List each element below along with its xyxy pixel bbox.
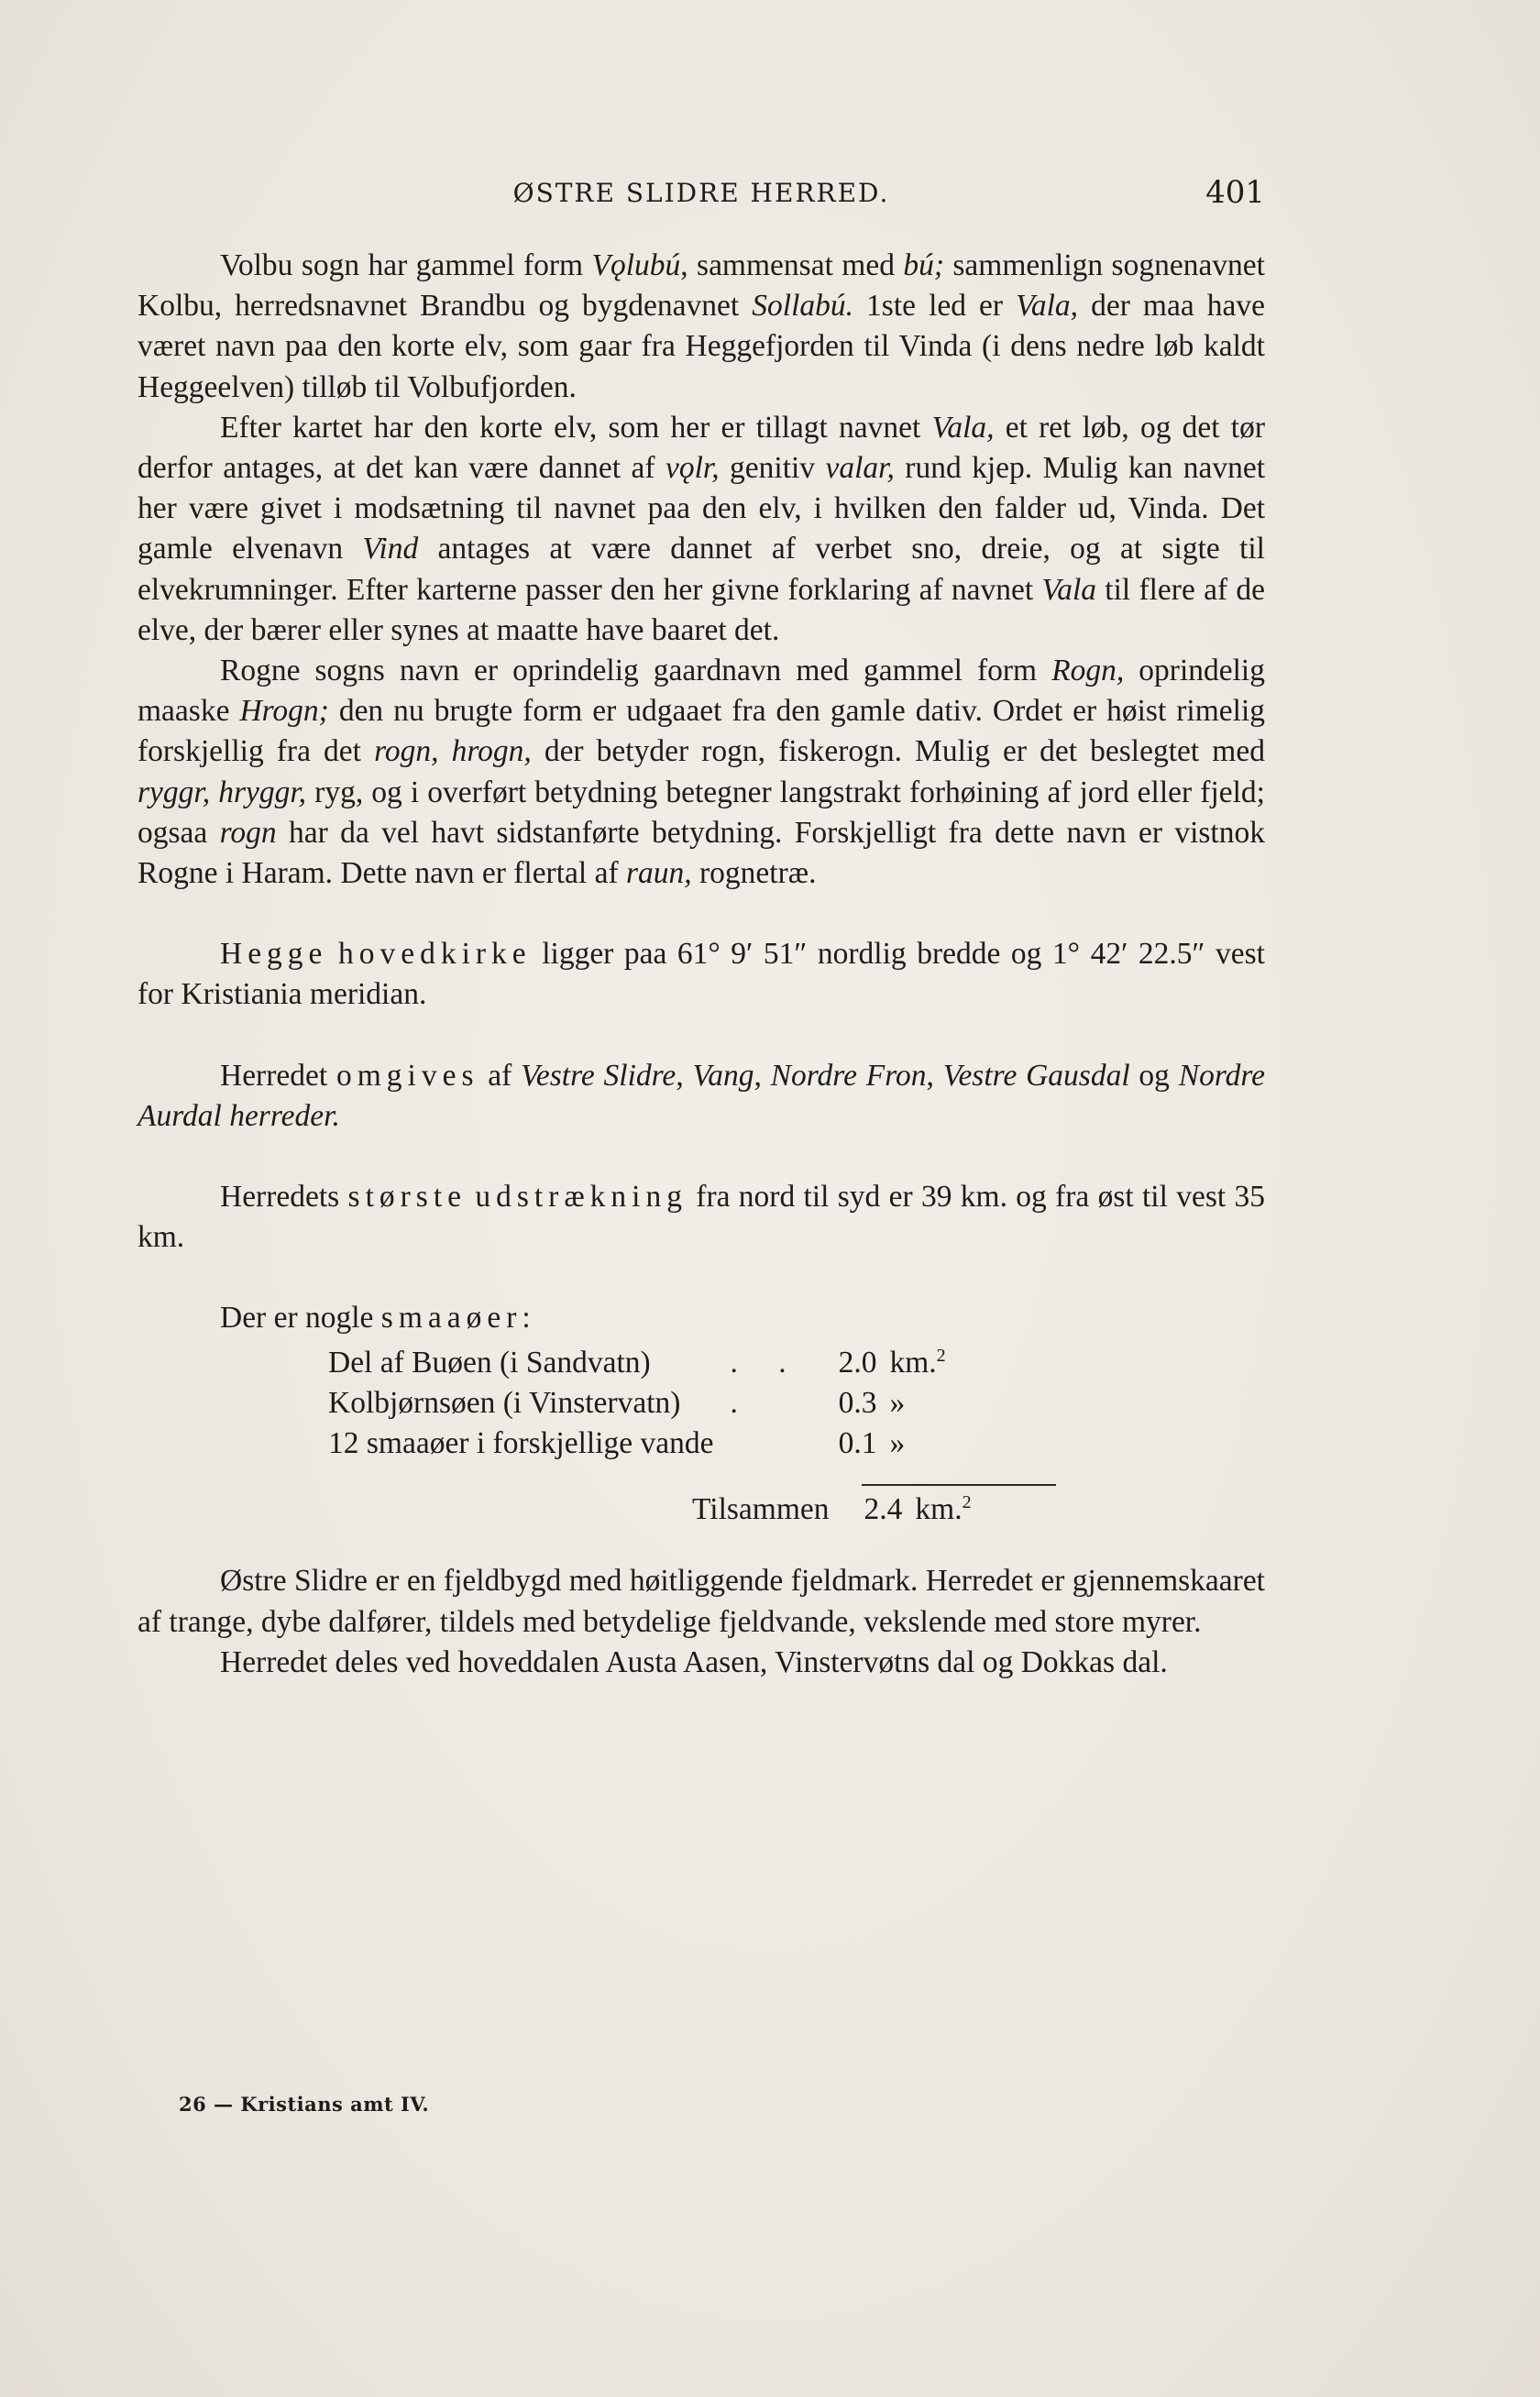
italic-run: Vǫlubú — [591, 248, 681, 282]
text-run: Efter kartet har den korte elv, som her er tillagt navnet — [220, 410, 932, 445]
italic-run: Hrogn; — [239, 694, 329, 729]
leader-dots — [730, 1343, 812, 1383]
spacer — [138, 1530, 1265, 1561]
text-run: antages at være dannet af verbet sno, dreie, og at sigte til elvekrumninger. Efter karterne passer den her givne forklaring af navnet — [138, 532, 1265, 607]
italic-run: Vala, — [1016, 289, 1079, 324]
area-unit — [876, 1343, 945, 1383]
area-unit-text: km. — [889, 1345, 937, 1380]
sum-rule — [862, 1484, 1056, 1486]
italic-run: Sollabú. — [752, 289, 854, 324]
spacer — [138, 894, 1265, 934]
lake-name — [328, 1383, 730, 1424]
lake-name-text: Del af Buøen (i Sandvatn) — [328, 1345, 651, 1380]
leader-dots-text: . — [730, 1385, 754, 1420]
paragraph-smaaoer-intro — [138, 1298, 1265, 1338]
area-value-text: 0.3 — [838, 1385, 877, 1420]
printer-signature: 26 — Kristians amt IV. — [179, 2093, 430, 2116]
body-text — [138, 246, 1265, 1683]
text-run — [467, 1180, 475, 1214]
spaced-run: omgives — [336, 1058, 479, 1093]
text-run: Østre Slidre er en fjeldbygd med høitliggende fjeldmark. Herredet er gjennemskaaret af trange, dybe dalfører, tildels med betydelige fjeldvande, vekslende med store myrer. — [138, 1564, 1265, 1639]
spaced-run: største — [347, 1180, 467, 1215]
running-header — [138, 174, 1265, 211]
text-run: ligger paa 61° 9′ 51″ nordlig bredde og 1° 42′ 22.5″ vest for Kristiania meridian. — [138, 937, 1265, 1012]
italic-run: Vind — [362, 532, 419, 566]
area-unit — [876, 1383, 945, 1424]
total-unit: km. — [915, 1492, 962, 1527]
text-run: sammenlign sognenavnet Kolbu, herredsnavnet Brandbu og bygdenavnet — [138, 248, 1265, 324]
spaced-run: smaaøer — [380, 1301, 522, 1336]
total-unit-sup: 2 — [962, 1492, 972, 1513]
leader-dots — [730, 1424, 812, 1464]
spacer — [138, 1137, 1265, 1177]
paragraph-vala — [138, 408, 1265, 651]
lake-name-text: 12 smaaøer i forskjellige vande — [328, 1426, 714, 1461]
total-value: 2.4 — [864, 1492, 903, 1527]
text-run: fra nord til syd er 39 km. og fra øst til vest 35 km. — [138, 1180, 1265, 1255]
text-run: rognetræ. — [691, 856, 817, 891]
total-label: Tilsammen — [692, 1492, 830, 1527]
text-run: ryg, og i overført betydning betegner langstrakt forhøining af jord eller fjeld; ogsaa — [138, 775, 1265, 850]
header-title: ØSTRE SLIDRE HERRED. — [512, 178, 890, 208]
text-run: Der er nogle — [220, 1301, 381, 1336]
paragraph-omgives — [138, 1056, 1265, 1137]
area-unit-text: » — [889, 1385, 906, 1420]
area-value — [812, 1424, 876, 1464]
area-unit-text: » — [889, 1426, 906, 1461]
spaced-run: udstrækning — [475, 1180, 688, 1215]
paragraph-fjeldbygd — [138, 1561, 1265, 1642]
lake-name — [328, 1424, 730, 1464]
area-unit — [876, 1424, 945, 1464]
text-run: der maa have været navn paa den korte elv, som gaar fra Heggefjorden til Vinda (i dens nedre løb kaldt Heggeelven) tilløb til Volbufjorden. — [138, 289, 1265, 404]
italic-run: raun, — [625, 856, 692, 891]
italic-run: rogn — [219, 815, 277, 850]
leader-dots-text: . . — [730, 1345, 803, 1380]
text-run: , — [926, 1058, 943, 1093]
text-run: , sammensat med — [680, 248, 904, 282]
text-run: den nu brugte form er udgaaet fra den gamle dativ. Ordet er høist rimelig forskjellig fra det — [138, 694, 1265, 769]
text-run: genitiv — [719, 451, 826, 486]
italic-run: rogn, hrogn, — [374, 734, 532, 769]
text-run: Rogne sogns navn er oprindelig gaardnavn med gammel form — [220, 654, 1052, 688]
text-run: oprindelig maaske — [138, 654, 1265, 729]
italic-run: Nordre Aurdal herreder. — [138, 1058, 1266, 1133]
spacer — [138, 1016, 1265, 1056]
paragraph-hegge — [138, 934, 1265, 1015]
table-row — [328, 1343, 946, 1383]
lake-name-text: Kolbjørnsøen (i Vinstervatn) — [328, 1385, 681, 1420]
paragraph-udstraekning — [138, 1177, 1265, 1258]
text-run: : — [522, 1301, 531, 1336]
smaaoer-table — [328, 1343, 946, 1465]
italic-run: valar, — [825, 451, 895, 486]
paragraph-deles — [138, 1643, 1265, 1683]
text-run: , — [754, 1058, 771, 1093]
area-value-text: 2.0 — [838, 1345, 877, 1380]
spacer — [138, 1258, 1265, 1298]
italic-run: ryggr, hryggr, — [138, 775, 307, 809]
text-run: et ret løb, og det tør derfor antages, at det kan være dannet af — [138, 410, 1265, 486]
spaced-run: Hegge — [220, 937, 328, 972]
text-run: har da vel havt sidstanførte betydning. Forskjelligt fra dette navn er vistnok Rogne i Haram. Dette navn er flertal af — [138, 815, 1265, 891]
text-run: der betyder rogn, fiskerogn. Mulig er det beslegtet med — [531, 734, 1265, 769]
unit-superscript: 2 — [936, 1345, 946, 1366]
lake-name — [328, 1343, 730, 1383]
text-run: Herredets — [220, 1180, 348, 1215]
page-number: 401 — [1205, 174, 1265, 211]
spaced-run: hovedkirke — [337, 937, 532, 972]
area-value — [812, 1343, 876, 1383]
area-value-text: 0.1 — [838, 1426, 877, 1461]
text-run: af — [478, 1058, 522, 1093]
table-row — [328, 1383, 946, 1424]
text-run: Herredet — [220, 1058, 336, 1093]
italic-run: vǫlr, — [665, 451, 720, 486]
text-run: , — [676, 1058, 693, 1093]
text-run: til flere af de elve, der bærer eller synes at maatte have baaret det. — [138, 572, 1265, 647]
total-row — [692, 1490, 1265, 1530]
paragraph-rogne — [138, 651, 1265, 894]
text-run: Herredet deles ved hoveddalen Austa Aasen, Vinstervøtns dal og Dokkas dal. — [220, 1644, 1168, 1679]
italic-run: Vestre Gausdal — [942, 1058, 1130, 1093]
paragraph-volbu — [138, 246, 1265, 408]
leader-dots — [730, 1383, 812, 1424]
italic-run: Vala — [1041, 572, 1097, 607]
italic-run: Vala, — [931, 410, 995, 445]
italic-run: Vestre Slidre — [521, 1058, 676, 1093]
text-run — [327, 937, 338, 971]
italic-run: Vang — [692, 1058, 754, 1093]
italic-run: Rogn, — [1051, 654, 1125, 688]
text-run: og — [1129, 1058, 1179, 1093]
italic-run: bú; — [903, 248, 944, 282]
text-run: Volbu sogn har gammel form — [220, 248, 592, 282]
text-run: rund kjep. Mulig kan navnet her være givet i modsætning til navnet paa den elv, i hvilken den falder ud, Vinda. Det gamle elvenavn — [138, 451, 1265, 566]
text-run: 1ste led er — [853, 289, 1017, 324]
table-row — [328, 1424, 946, 1464]
area-value — [812, 1383, 876, 1424]
italic-run: Nordre Fron — [770, 1058, 927, 1093]
